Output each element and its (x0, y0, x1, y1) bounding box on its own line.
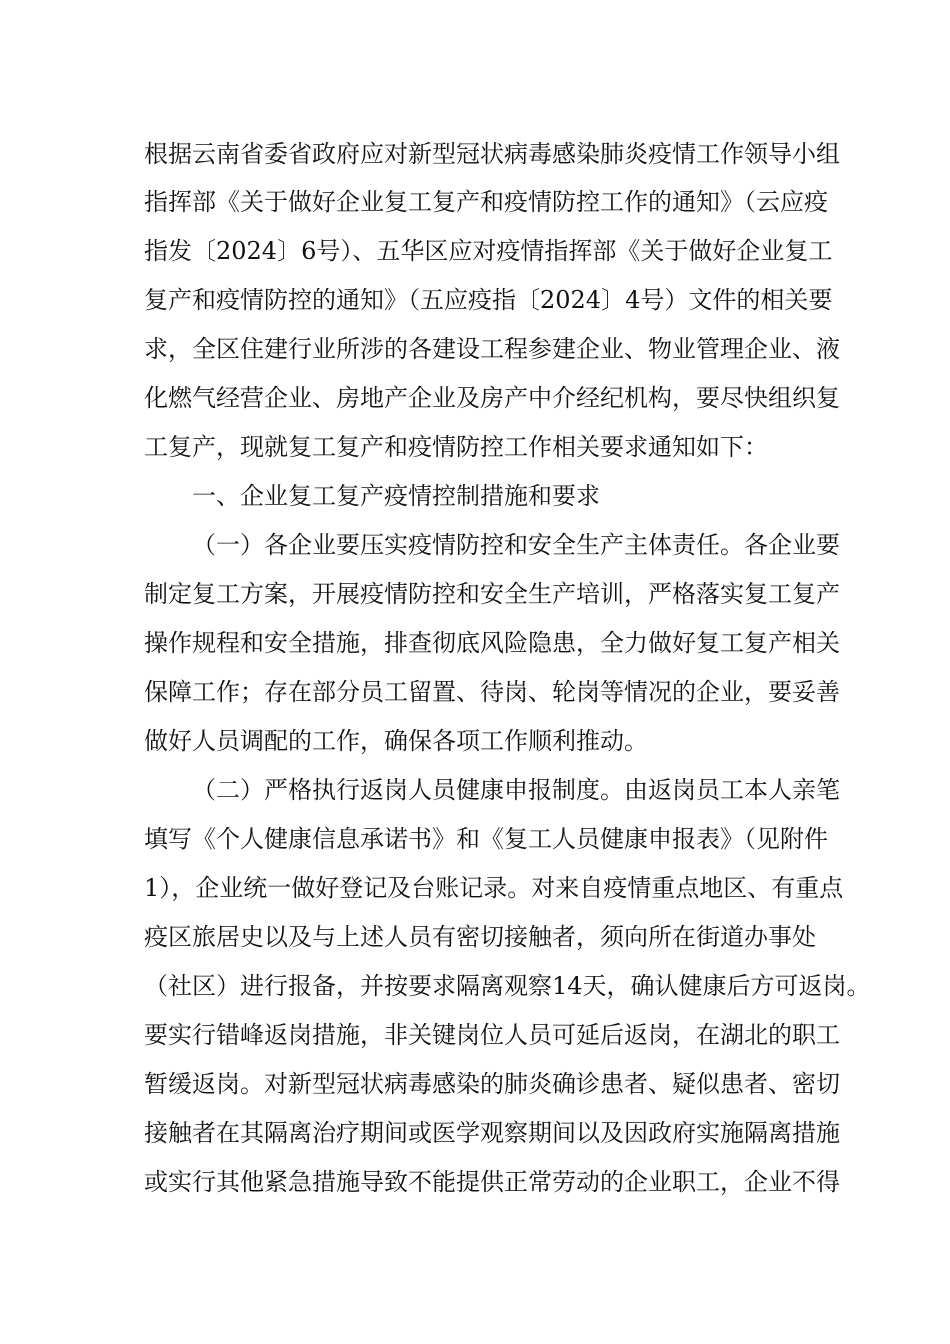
text-line: 制定复工方案，开展疫情防控和安全生产培训，严格落实复工复产 (144, 580, 840, 608)
text-line: 指挥部《关于做好企业复工复产和疫情防控工作的通知》（云应疫 (144, 188, 828, 216)
text-line: 求，全区住建行业所涉的各建设工程参建企业、物业管理企业、液 (144, 335, 840, 363)
text-line: 暂缓返岗。对新型冠状病毒感染的肺炎确诊患者、疑似患者、密切 (144, 1070, 840, 1098)
section-heading: 一、企业复工复产疫情控制措施和要求 (192, 482, 600, 510)
text-line: 或实行其他紧急措施导致不能提供正常劳动的企业职工，企业不得 (144, 1168, 840, 1196)
text-line: 根据云南省委省政府应对新型冠状病毒感染肺炎疫情工作领导小组 (144, 140, 840, 168)
text-line: 工复产，现就复工复产和疫情防控工作相关要求通知如下： (144, 433, 768, 461)
text-line: 接触者在其隔离治疗期间或医学观察期间以及因政府实施隔离措施 (144, 1119, 840, 1147)
text-line: 1），企业统一做好登记及台账记录。对来自疫情重点地区、有重点 (144, 874, 844, 902)
text-line: 操作规程和安全措施，排查彻底风险隐患，全力做好复工复产相关 (144, 629, 840, 657)
text-line: （二）严格执行返岗人员健康申报制度。由返岗员工本人亲笔 (192, 776, 840, 804)
text-line: 复产和疫情防控的通知》（五应疫指〔2024〕4号）文件的相关要 (144, 286, 833, 314)
text-line: 做好人员调配的工作，确保各项工作顺利推动。 (144, 727, 648, 755)
text-line: 填写《个人健康信息承诺书》和《复工人员健康申报表》（见附件 (144, 825, 828, 853)
text-line: 保障工作；存在部分员工留置、待岗、轮岗等情况的企业，要妥善 (144, 678, 840, 706)
text-line: 指发〔2024〕6号）、五华区应对疫情指挥部《关于做好企业复工 (144, 237, 833, 265)
text-line: 疫区旅居史以及与上述人员有密切接触者，须向所在街道办事处 (144, 923, 816, 951)
text-line: （社区）进行报备，并按要求隔离观察14天，确认健康后方可返岗。 (144, 972, 871, 1000)
text-line: 要实行错峰返岗措施，非关键岗位人员可延后返岗，在湖北的职工 (144, 1021, 840, 1049)
text-line: 化燃气经营企业、房地产企业及房产中介经纪机构，要尽快组织复 (144, 384, 840, 412)
text-line: （一）各企业要压实疫情防控和安全生产主体责任。各企业要 (192, 531, 840, 559)
